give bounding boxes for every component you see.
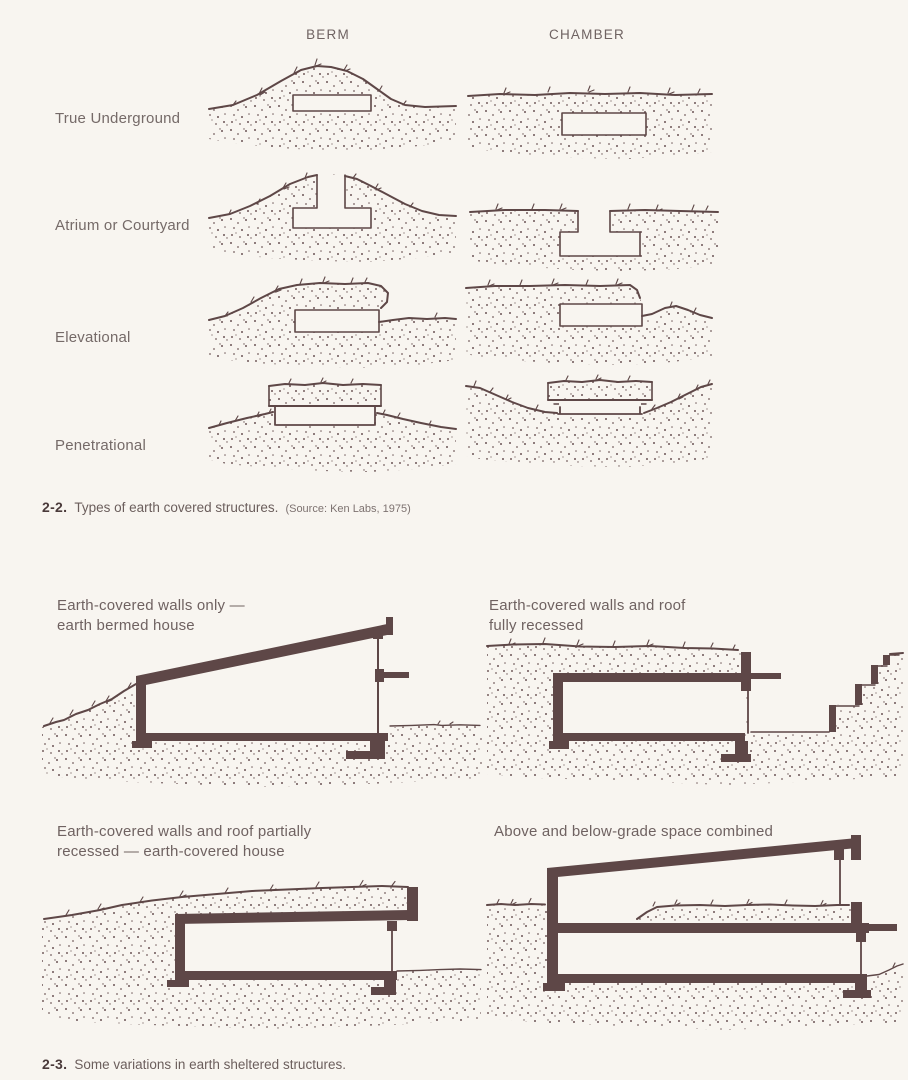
panel-label-line: earth bermed house [57, 617, 195, 634]
diagram-earth-bermed-house [40, 612, 484, 790]
figure-2-3-caption [42, 1056, 346, 1072]
figure-2-2-caption-source: (Source: Ken Labs, 1975) [285, 503, 411, 515]
column-header-berm: BERM [306, 27, 350, 42]
diagram-fully-recessed [485, 628, 905, 790]
panel-label-line: fully recessed [489, 617, 584, 634]
figure-2-3-caption-text: Some variations in earth sheltered structures. [74, 1057, 346, 1072]
row-label-elevational: Elevational [55, 329, 131, 346]
panel-label-line: Earth-covered walls only — [57, 597, 245, 614]
diagram-atrium-chamber [460, 170, 730, 275]
figure-2-2-caption [42, 499, 411, 515]
panel-label-line: Earth-covered walls and roof partially [57, 823, 312, 840]
row-label-true-underground: True Underground [55, 110, 181, 127]
column-header-chamber: CHAMBER [549, 27, 625, 42]
panel-label-line: Earth-covered walls and roof [489, 597, 686, 614]
row-label-atrium-or-courtyard: Atrium or Courtyard [55, 217, 190, 234]
figure-2-2-caption-text: Types of earth covered structures. [74, 500, 279, 515]
panel-label-line: Above and below-grade space combined [494, 823, 774, 840]
diagram-partially-recessed [40, 838, 484, 1038]
panel-label-line: recessed — earth-covered house [57, 843, 285, 860]
row-label-penetrational: Penetrational [55, 437, 146, 454]
diagram-atrium-berm [205, 168, 460, 273]
figure-2-3-caption-number: 2-3. [42, 1056, 68, 1072]
diagram-penetrational-chamber [460, 368, 730, 480]
figure-2-2-caption-number: 2-2. [42, 499, 68, 515]
diagram-true-underground-berm [205, 55, 460, 165]
diagram-true-underground-chamber [460, 60, 730, 165]
diagram-penetrational-berm [205, 372, 460, 480]
diagram-above-below-combined [485, 826, 905, 1036]
diagram-elevational-berm [205, 270, 460, 378]
diagram-elevational-chamber [460, 262, 730, 374]
